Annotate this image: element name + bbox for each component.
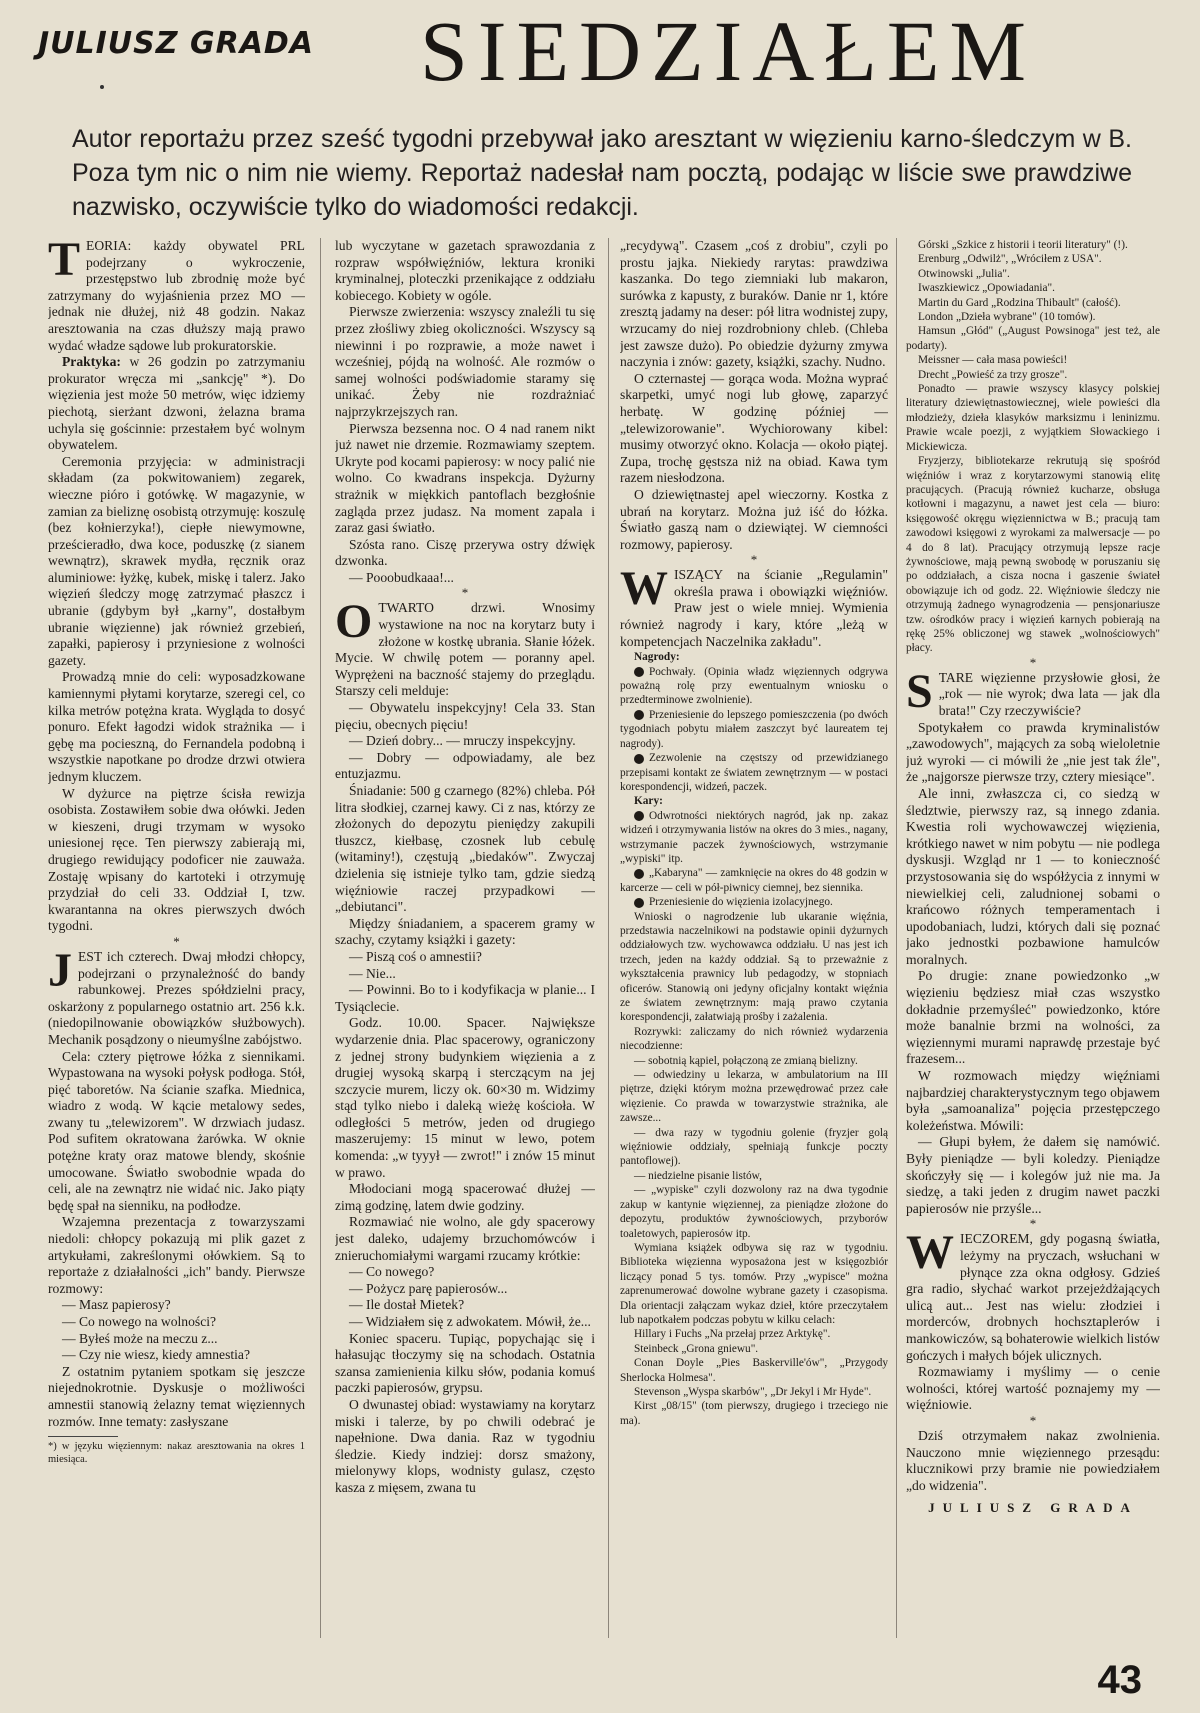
rewards-heading: Nagrody: xyxy=(634,651,680,664)
paragraph: W rozmowach między więźniami najbardziej charakterystycznym tego objawem była „samoanaliza" pojęcia przestępczego koleżeństwa. Mówili: xyxy=(906,1068,1160,1133)
column-4 xyxy=(906,238,1160,1658)
paragraph: Po drugie: znane powiedzonko „w więzieniu będziesz miał czas wszystko dokładnie przemyśleć" powiedzonko, które może banalnie brzmi na wolności, za więziennymi murami naprawdę przestaje być frazesem... xyxy=(906,968,1160,1067)
column-2 xyxy=(335,238,595,1658)
paragraph: Z ostatnim pytaniem spotkam się jeszcze niejednokrotnie. Dyskusje o możliwości amnestii stanowią żelazny temat więziennych rozmów. Inne tematy: zasłyszane xyxy=(48,1363,305,1429)
drop-cap: W xyxy=(620,562,668,616)
paragraph: „recydywą". Czasem „coś z drobiu", czyli po prostu jajka. Niekiedy rarytas: prawdziwa kaszanka. Do tego ziemniaki lub makaron, surówka z kapusty, z buraków. Danie nr 1, które zresztą jadamy na deser: pół litra wodnistej zupy, wrzucamy do niej rozdrobniony chleb. (Chleba jest zawsze dużo). Po obiedzie dyżurny zmywa naczynia i znów: gazety, książki, szachy. Nudno. xyxy=(620,238,888,370)
list-item: — niedzielne pisanie listów, xyxy=(634,1169,762,1182)
closing-section xyxy=(906,664,1160,1517)
paragraph-text: w 26 godzin po zatrzymaniu prokurator wręcza mi „sankcję" *). Do więzienia jest może 50 metrów, więc idziemy piechotą, sierżant dzwoni, żelazna brama uchyla się gościnnie: przestałem być wolnym obywatelem. xyxy=(48,354,305,453)
column-divider xyxy=(896,238,897,1638)
paragraph: Śniadanie: 500 g czarnego (82%) chleba. Pół litra słodkiej, czarnej kawy. Ci z nas, którzy ze złożonych do depozytu pieniędzy zakupili tłuszcz, kiełbasę, czosnek lub cebulę (witaminy!), częstują „biedaków". Zwyczaj dzielenia się istnieje tylko tam, gdzie siedzą więźniowie raczej przypadkowi — „debiutanci". xyxy=(335,783,595,915)
paragraph: Dziś otrzymałem nakaz zwolnienia. Nauczono mnie więziennego przesądu: klucznikowi przy bramie nie powiedziałem „do widzenia". xyxy=(906,1427,1160,1493)
penalties-heading: Kary: xyxy=(634,795,663,808)
paragraph: Wzajemna prezentacja z towarzyszami niedoli: chłopcy pokazują mi plik gazet z artykułami, zakreślonymi ołówkiem. Są to reportaże z działalności „ich" bandy. Pierwsze rozmowy: xyxy=(48,1214,305,1296)
book-item: Górski „Szkice z historii i teorii literatury" (!). xyxy=(918,239,1128,251)
paragraph: — Głupi byłem, że dałem się namówić. Były pieniądze — byli koledzy. Pieniądze skończyły się — i kolegów już nie ma. Ja siedzę, a taki jeden z drugim nawet paczki papierosów nie przyśle... xyxy=(906,1134,1160,1216)
bullet-item xyxy=(620,866,888,895)
bullet-item xyxy=(620,708,888,751)
bullet-item xyxy=(620,809,888,867)
bullet-dot-icon xyxy=(634,898,644,908)
bullet-item xyxy=(620,895,888,909)
paragraph: Rozmawiamy i myślimy — o cenie wolności, której wartość poznajemy my — więźniowie. xyxy=(906,1364,1160,1413)
paragraph xyxy=(906,664,1160,720)
dialogue-line: — Dzień dobry... — mruczy inspekcyjny. xyxy=(349,733,576,749)
paragraph: Wymiana książek odbywa się raz w tygodniu. Biblioteka więzienna wyposażona jest w księgozbiór liczący ponad 5 tys. tomów. Przy „wypisce" można zaprenumerować dowolne wybrane gazety i czasopisma. Dla orientacji załączam wykaz dzieł, które przeczytałem lub napotkałem podczas pobytu w kilku celach: xyxy=(620,1241,888,1326)
book-item: Conan Doyle „Pies Baskerville'ów", „Przygody Sherlocka Holmesa". xyxy=(620,1357,888,1384)
list-item: — dwa razy w tygodniu golenie (fryzjer golą więźniowie oddziały, spełniają funkcje poczty pantoflowej). xyxy=(620,1126,888,1168)
footnote-rule xyxy=(48,1436,118,1437)
paragraph: O dziewiętnastej apel wieczorny. Kostka z ubrań na korytarz. Można już iść do łóżka. Światło gaszą nam o dziewiątej. W ciemności rozmowy, papierosy. xyxy=(620,486,888,552)
paragraph xyxy=(335,595,595,700)
column-divider xyxy=(320,238,321,1638)
paragraph: W dyżurce na piętrze ścisła rewizja osobista. Zostawiłem sobie dwa ołówki. Jeden w kieszeni, drugi trzymam w wysoko uniesionej ręce. Ten pierwszy zabierają mi, drugiego rewidujący podoficer nie zauważa. Zostaję wpisany do kartoteki i otrzymuję przydział do celi 33. Oddział I, tzw. kwarantanna na okres pierwszych dwóch tygodni. xyxy=(48,785,305,934)
book-item: Erenburg „Odwilż", „Wróciłem z USA". xyxy=(918,253,1102,266)
ink-dot xyxy=(100,85,104,89)
bullet-dot-icon xyxy=(634,667,644,677)
paragraph: Rozrywki: zaliczamy do nich również wydarzenia niecodzienne: xyxy=(620,1025,888,1053)
book-item: Stevenson „Wyspa skarbów", „Dr Jekyl i Mr Hyde". xyxy=(634,1385,872,1398)
paragraph: Fryzjerzy, bibliotekarze rekrutują się spośród więźniów i wraz z korytarzowymi stanowią elitę pracujących. (Pracują również kucharze, obsługa kotłowni i magazynu, a nawet jest cela — biuro: księgowość okręgu więziennictwa w B.; pracują tam zawodowi księgowi z wyrokami za malwersacje — po 4 do 8 lat). Pracujący otrzymują lepsze racje żywnościowe, mają pewną swobodę w poruszaniu się po oddziałach, a cisza nocna i gaszenie świateł obowiązuje ich od godz. 22. Więźniowie śledczy nie otrzymują żadnego wynagrodzenia — pensjonariusze tzw. ośrodków pracy i więzień karnych pobierają na rękę 25% obliczonej wg stawek „wolnościowych" płacy. xyxy=(906,455,1160,655)
article-columns xyxy=(48,238,1160,1658)
label: Praktyka: xyxy=(62,354,121,370)
dialogue-line: — Obywatelu inspekcyjny! Cela 33. Stan pięciu, obecnych pięciu! xyxy=(335,700,595,732)
paragraph-text: TARE więzienne przysłowie głosi, że „rok — nie wyrok; dwa lata — jak dla brata!" Czy rzeczywiście? xyxy=(938,669,1160,718)
drop-cap: T xyxy=(48,238,81,286)
paragraph-text: EORIA: każdy obywatel PRL podejrzany o wykroczenie, przestępstwo lub zbrodnię może być zatrzymany do wyjaśnienia przez MO — jednak nie dłużej, niż 48 godzin. Nakaz aresztowania na czas dłuższy mają prawo wydać władze sądowe lub prokuratorskie. xyxy=(48,238,305,353)
paragraph xyxy=(48,238,305,354)
dialogue-line: — Dobry — odpowiadamy, ale bez entuzjazmu. xyxy=(335,749,595,782)
paragraph: Pierwsza bezsenna noc. O 4 nad ranem nikt już nawet nie drzemie. Rozmawiamy szeptem. Ukryte pod kocami papierosy: w nocy palić nie wolno. Co kwadrans inspekcja. Dyżurny strażnik w miękkich pantoflach bezgłośnie zagląda przez judasz. Na moment zapala i zaraz gasi światło. xyxy=(335,420,595,536)
bullet-text: Przeniesienie do lepszego pomieszczenia (po dwóch tygodniach pobytu miałem zaszczyt być laureatem tej nagrody). xyxy=(620,708,888,750)
section-separator: * xyxy=(750,552,758,568)
dialogue-line: — Powinni. Bo to i kodyfikacja w planie... I Tysiąclecie. xyxy=(335,982,595,1014)
section-separator: * xyxy=(1029,1412,1037,1428)
paragraph: Ponadto — prawie wszyscy klasycy polskiej literatury dziewiętnastowiecznej, wiele powieści dla młodzieży, dzieła klasyków marksizmu i leninizmu. Prawie wcale poezji, z wyjątkiem Słowackiego i Mickiewicza. xyxy=(906,383,1160,453)
paragraph: Pierwsze zwierzenia: wszyscy znaleźli tu się przez złośliwy zbieg okoliczności. Wszyscy są niewinni i po rozprawie, a może nawet i wcześniej, pójdą na wolność. Ale rozmów o samej wolności podświadomie staramy się unikać. Żeby nie rozdrażniać najprzykrzejszych ran. xyxy=(335,304,595,419)
drop-cap: O xyxy=(335,595,373,649)
book-item: London „Dzieła wybrane" (10 tomów). xyxy=(918,311,1096,324)
author-heading: JULIUSZ GRADA xyxy=(38,26,315,61)
bullet-text: Zezwolenie na częstszy od przewidzianego przepisami kontakt ze światem zewnętrznym — w postaci korespondencji, widzeń, paczek. xyxy=(620,752,888,793)
column-3 xyxy=(620,238,888,1658)
paragraph: Między śniadaniem, a spacerem gramy w szachy, czytamy książki i gazety: xyxy=(335,915,595,948)
paragraph: Szósta rano. Ciszę przerywa ostry dźwięk dzwonka. xyxy=(335,536,595,569)
article-title: SIEDZIAŁEM xyxy=(420,3,1036,99)
paragraph: Prowadzą mnie do celi: wyposadzkowane kamiennymi płytami korytarze, szeregi cel, co kilka metrów potężna krata. Wygląda to dosyć ponuro. Efekt łagodzi widok strażnika — i gębę ma pocieszną, do Fernandela podobną i wszystkie napotkane po drodze drzwi otwiera jednym kluczem. xyxy=(48,669,305,784)
dialogue-line: — Co nowego? xyxy=(349,1264,435,1280)
drop-cap: W xyxy=(906,1226,954,1280)
paragraph: Godz. 10.00. Spacer. Największe wydarzenie dnia. Plac spacerowy, ograniczony z jednej strony budynkiem więzienia a z drugiej wysoką skarpą i sterczącym na jej szczycie murem, liczy ok. 60×30 m. Widzimy stąd tylko niebo i daleką wieżę kościoła. W odległości 5 metrów, jeden od drugiego maszerujemy: 15 minut w lewo, potem komenda: „w tyyył — zwrot!" i znów 15 minut w prawo. xyxy=(335,1015,595,1180)
bullet-item xyxy=(620,751,888,794)
paragraph: O dwunastej obiad: wystawiamy na korytarz miski i talerze, by po chwili odebrać je napełnione. Dwa dania. Raz w tygodniu śledzie. Kiedy indziej: dorsz smażony, mielonywy klops, wodnisty gulasz, często kasza z mięsem, zwana tu xyxy=(335,1396,595,1495)
article-lead: Autor reportażu przez sześć tygodni przebywał jako aresztant w więzieniu karno-śledczym w B. Poza tym nic o nim nie wiemy. Reportaż nadesłał nam pocztą, podając w liście swe prawdziwe nazwisko, oczywiście tylko do wiadomości redakcji. xyxy=(72,125,1132,221)
section-separator: * xyxy=(461,585,469,601)
paragraph-text: EST ich czterech. Dwaj młodzi chłopcy, podejrzani o przynależność do bandy rabunkowej. Prezes spółdzielni pracy, oskarżony z popularnego ostatnio art. 256 k.k. (niedopilnowanie obowiązków służbowych). Mechanik posądzony o nieumyślne zabójstwo. xyxy=(48,948,305,1047)
page-number: 43 xyxy=(1097,1658,1142,1702)
bullet-item xyxy=(620,665,888,708)
paragraph-text: IECZOREM, gdy pogasną światła, leżymy na pryczach, wsłuchani w płynące zza okna odgłosy. Gdzieś gra radio, słychać warkot przejeżdżających ulicą aut... Jest nas wielu: złodziei i morderców, drobnych hochsztaplerów i mankowiczów, są bohaterowie wielkich listów gończych i małych bójek ulicznych. xyxy=(906,1231,1160,1363)
paragraph: Ale inni, zwłaszcza ci, co siedzą w śledztwie, pierwszy raz, są innego zdania. Kwestia roli wychowawczej więzienia, krótkiego nawet w nim pobytu — nie podlega dyskusji. Wzgląd nr 1 — to konieczność przystosowania się do współżycia z innymi w niewielkiej celi, zaludnionej sobami o krańcowo różnych temperamentach i upodobaniach, ludzi, których dali się poznać jako jednostki pozbawione hamulców moralnych. xyxy=(906,785,1160,967)
bullet-dot-icon xyxy=(634,710,644,720)
section-separator: * xyxy=(1029,654,1037,670)
paragraph-text: TWARTO drzwi. Wnosimy wystawione na noc na korytarz buty i złożone w kostkę ubrania. Słanie łóżek. Mycie. W chwilę potem — poranny apel. Wyprężeni na baczność stajemy do przeglądu. Starszy celi melduje: xyxy=(335,600,595,699)
drop-cap: S xyxy=(906,664,933,718)
footnote: *) w języku więziennym: nakaz aresztowania na okres 1 miesiąca. xyxy=(48,1441,305,1466)
list-item: — „wypiske" czyli dozwolony raz na dwa tygodnie zakup w kantynie więziennej, za pieniądze złożone do depozytu, produktów żywnościowych, przyborów toaletowych, papierosów itp. xyxy=(620,1184,888,1240)
paragraph: Spotykałem co prawda kryminalistów „zawodowych", mających za sobą wieloletnie już wyroki — ci mówili że „nie jest tak źle", że „najgorsze pierwsze trzy, cztery miesiące". xyxy=(906,719,1160,785)
paragraph: Koniec spaceru. Tupiąc, popychając się i hałasując tłoczymy się na schodach. Ostatnia szansa zamienienia kilku słów, podania komuś paczki papierosów, grypsu. xyxy=(335,1330,595,1396)
book-item: Iwaszkiewicz „Opowiadania". xyxy=(918,282,1055,295)
dialogue-line: — Ile dostał Mietek? xyxy=(349,1297,465,1313)
dialogue-line: — Pożycz parę papierosów... xyxy=(349,1280,508,1296)
column-1 xyxy=(48,238,305,1658)
section-separator: * xyxy=(1029,1216,1037,1232)
book-item: Drecht „Powieść za trzy grosze". xyxy=(918,368,1068,381)
bullet-text: „Kabaryna" — zamknięcie na okres do 48 godzin w karcerze — celi w pół-piwnicy ciemnej, bez siennika. xyxy=(620,867,888,894)
section-separator: * xyxy=(173,933,180,949)
book-item: Otwinowski „Julia". xyxy=(918,267,1010,280)
dialogue-line: — Byłeś może na meczu z... xyxy=(62,1330,218,1346)
dialogue-line: — Piszą coś o amnestii? xyxy=(349,948,482,964)
paragraph-text: ISZĄCY na ścianie „Regulamin" określa prawa i obowiązki więźniów. Praw jest o wiele mniej. Wymienia również nagrody i kary, które „leżą w kompetencjach Naczelnika zakładu". xyxy=(620,567,888,649)
dialogue-line: — Masz papierosy? xyxy=(62,1297,171,1313)
book-item: Kirst „08/15" (tom pierwszy, drugiego i trzeciego nie ma). xyxy=(620,1400,888,1427)
paragraph: Młodociani mogą spacerować dłużej — zimą godzinę, latem dwie godziny. xyxy=(335,1181,595,1213)
list-item: — odwiedziny u lekarza, w ambulatorium na III piętrze, dzięki którym można przewędrować przez całe więzienie. Co prawda w towarzystwie strażnika, ale zawsze... xyxy=(620,1069,888,1125)
paragraph: lub wyczytane w gazetach sprawozdania z rozpraw współwięźniów, lektura kroniki kryminalnej, ploteczki przenikające z oddziału kobiecego. Kobiety w ogóle. xyxy=(335,238,595,303)
paragraph: Wnioski o nagrodzenie lub ukaranie więźnia, przedstawia naczelnikowi na podstawie opinii dyżurnych oddziałowych tzw. wychowawca oddziału. U nas jest ich trzech, jeden na każdy oddział. Są to przeważnie z wykształcenia prawnicy lub pedagodzy, w stopniach oficerów. Stanowią oni jedyny oficjalny kontakt więźnia ze światem zewnętrznym: mają prawo czytania korespondencji, załatwiają prośby i zażalenia. xyxy=(620,910,888,1024)
dialogue-line: — Czy nie wiesz, kiedy amnestia? xyxy=(62,1347,250,1363)
bullet-text: Odwrotności niektórych nagród, jak np. zakaz widzeń i otrzymywania listów na okres do 3 mies., nagany, wstrzymanie paczek żywnościowych, wstrzymanie „wypiski" itp. xyxy=(620,809,888,865)
paragraph xyxy=(48,354,305,454)
book-item: Hillary i Fuchs „Na przełaj przez Arktykę". xyxy=(634,1328,831,1341)
book-item: Meissner — cała masa powieści! xyxy=(918,354,1068,367)
column-divider xyxy=(608,238,609,1638)
bullet-dot-icon xyxy=(634,811,644,821)
drop-cap: J xyxy=(48,943,72,997)
author-signature: JULIUSZ GRADA xyxy=(928,1500,1138,1516)
book-item: Hamsun „Głód" („August Powsinoga" jest też, ale podarty). xyxy=(906,325,1160,352)
bullet-text: Przeniesienie do więzienia izolacyjnego. xyxy=(649,896,833,909)
paragraph xyxy=(48,943,305,1049)
paragraph: Cela: cztery piętrowe łóżka z siennikami. Wypastowana na wysoki połysk podłoga. Stół, pięć taboretów. Na ścianie szafka. Miednica, wiadro z wodą. W kącie metalowy sedes, zwany tu „telewizorem". W drzwiach judasz. Pod sufitem okratowana żarówka. W oknie potężne kraty oraz matowe blendy, skośnie umocowane. Światło swobodnie wpada do celi, ale na zewnątrz nie widać nic. Jako piąty będę spał na sienniku, na podłodze. xyxy=(48,1048,305,1213)
paragraph xyxy=(620,562,888,650)
bullet-dot-icon xyxy=(634,869,644,879)
dialogue-line: — Nie... xyxy=(349,965,396,981)
paragraph: O czternastej — gorąca woda. Można wyprać skarpetki, umyć nogi lub głowę, zaparzyć herbatę. W godzinę później — „telewizorowanie". Wychiorowany kibel: musimy otworzyć okno. Kolacja — około piątej. Zupa, trochę gęstsza niż na obiad. Kawa tym razem niesłodzona. xyxy=(620,370,888,486)
dialogue-line: — Widziałem się z adwokatem. Mówił, że... xyxy=(349,1314,591,1329)
dialogue-line: — Co nowego na wolności? xyxy=(62,1314,217,1329)
bullet-dot-icon xyxy=(634,754,644,764)
paragraph xyxy=(906,1226,1160,1364)
paragraph: Ceremonia przyjęcia: w administracji składam (za pokwitowaniem) zegarek, wieczne pióro i gotówkę. W magazynie, w zamian za bieliznę osobistą otrzymuję: koszulę (bez kołnierzyka!), ciepłe niewymowne, prześcieradło, dwa koce, poduszkę (z sianem wewnątrz), skrawek mydła, ręcznik oraz aluminiowe: łyżkę, kubek, miskę i talerz. Jako więzień śledczy mogę zatrzymać płaszcz i ubranie (gdybym był „karny", dostałbym ubranie więzienne) jak również grzebień, zapałki, papierosy i przyniesione z wolności gazety. xyxy=(48,453,305,668)
book-item: Steinbeck „Grona gniewu". xyxy=(634,1342,759,1355)
book-item: Martin du Gard „Rodzina Thibault" (całość). xyxy=(918,296,1121,309)
list-item: — sobotnią kąpiel, połączoną ze zmianą bielizny. xyxy=(634,1054,858,1067)
bullet-text: Pochwały. (Opinia władz więziennych odgrywa poważną rolę przy ewentualnym wniosku o przedterminowe zwolnienie). xyxy=(620,665,888,707)
paragraph: — Pooobudkaaa!... xyxy=(349,569,454,585)
paragraph: Rozmawiać nie wolno, ale gdy spacerowy jest daleko, udajemy brzuchomówców i znieruchomiałymi wargami rzucamy krótkie: xyxy=(335,1214,595,1263)
